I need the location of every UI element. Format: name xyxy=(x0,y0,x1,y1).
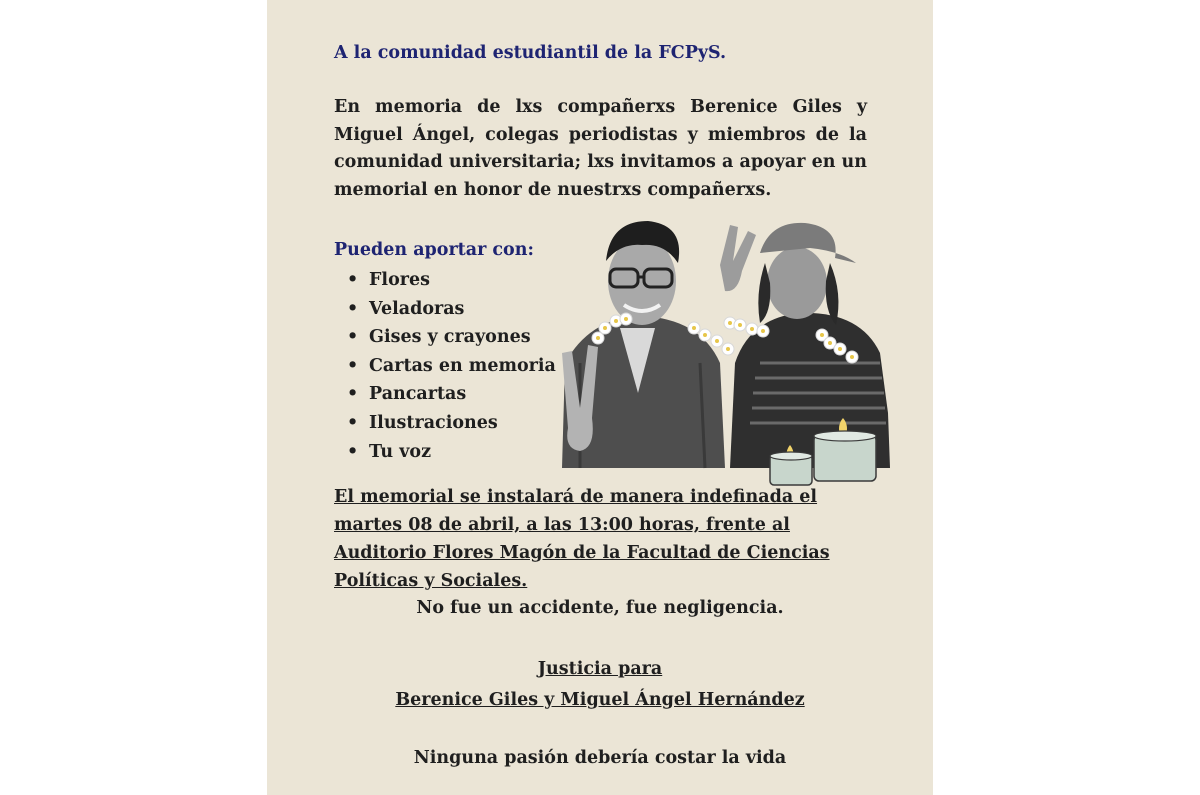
bullet-icon: • xyxy=(347,327,359,348)
statement-text: No fue un accidente, fue negligencia. xyxy=(416,598,784,618)
intro-text: En memoria de lxs compañerxs Berenice Giles y Miguel Ángel, colegas periodistas y miembros de la comunidad universitaria; lxs invitamos a apoyar en un memorial en honor de nuestrxs compañerxs. xyxy=(334,97,867,200)
list-item xyxy=(334,323,556,352)
list-item xyxy=(334,438,556,467)
justice-names xyxy=(267,690,933,710)
list-item xyxy=(334,295,556,324)
bullet-icon: • xyxy=(347,441,359,462)
list-item xyxy=(334,380,556,409)
list-item-label: Pancartas xyxy=(369,384,467,405)
contribute-list xyxy=(334,266,556,466)
list-item-label: Gises y crayones xyxy=(369,327,531,348)
list-item-label: Flores xyxy=(369,270,430,290)
list-item-label: Tu voz xyxy=(369,441,432,462)
list-item xyxy=(334,409,556,438)
bullet-icon: • xyxy=(347,270,359,290)
bullet-icon: • xyxy=(347,384,359,405)
justice-line-1: Justicia para xyxy=(537,659,663,679)
bullet-icon: • xyxy=(347,355,359,376)
list-item-label: Veladoras xyxy=(369,298,465,319)
bullet-icon: • xyxy=(347,298,359,319)
list-item xyxy=(334,352,556,381)
closing-text: Ninguna pasión debería costar la vida xyxy=(413,748,787,768)
memorial-announcement: El memorial se instalará de manera indefinada el martes 08 de abril, a las 13:00 horas, frente al Auditorio Flores Magón de la Facultad de Ciencias Políticas y Sociales. xyxy=(334,487,830,591)
list-item-label: Cartas en memoria xyxy=(369,355,556,376)
list-item-label: Ilustraciones xyxy=(369,412,498,433)
justice-heading xyxy=(267,659,933,679)
justice-line-2: Berenice Giles y Miguel Ángel Hernández xyxy=(395,690,805,710)
list-item xyxy=(334,266,556,295)
intro-paragraph xyxy=(334,94,867,204)
greeting-heading: A la comunidad estudiantil de la FCPyS. xyxy=(334,43,727,63)
memorial-photo xyxy=(560,213,896,488)
bullet-icon: • xyxy=(347,412,359,433)
memorial-poster xyxy=(267,0,933,795)
contribute-title: Pueden aportar con: xyxy=(334,240,534,260)
